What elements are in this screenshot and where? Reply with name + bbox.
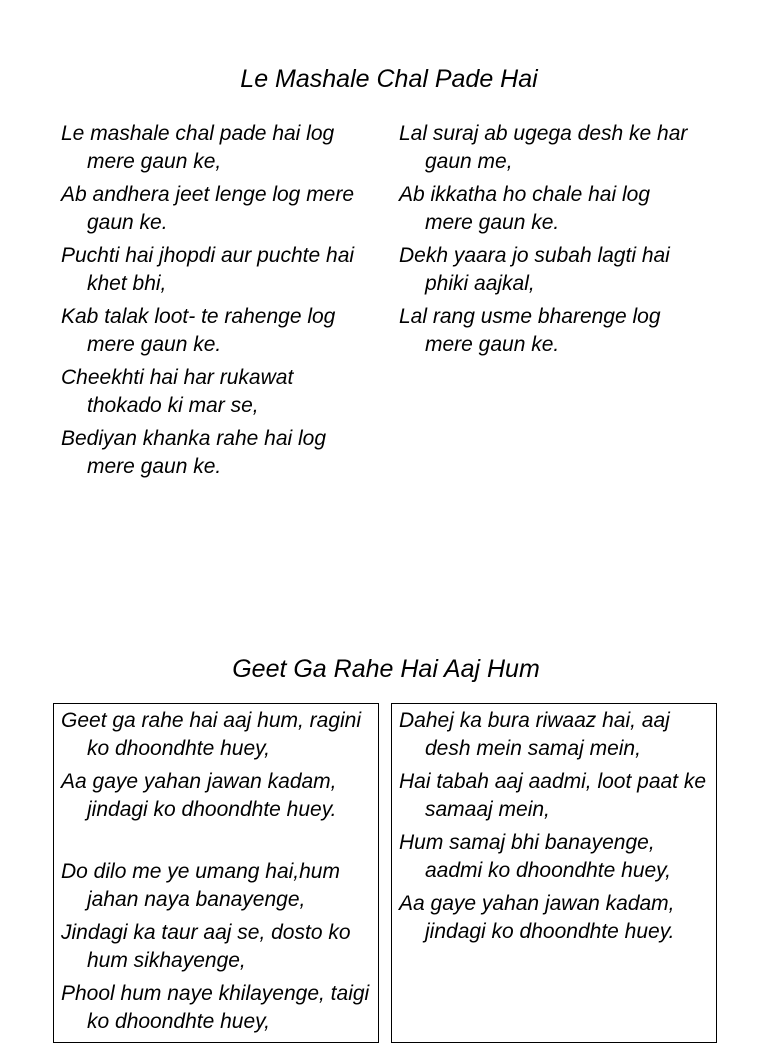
verse-line: Le mashale chal pade hai log mere gaun ke, <box>61 122 335 173</box>
verse-line: Hum samaj bhi banayenge, aadmi ko dhoondhte huey, <box>399 831 671 882</box>
verse-line: Ab andhera jeet lenge log mere gaun ke. <box>61 183 355 234</box>
verse-line: Ab ikkatha ho chale hai log mere gaun ke. <box>399 183 651 234</box>
verse-line: Hai tabah aaj aadmi, loot paat ke samaaj mein, <box>399 770 707 821</box>
verse-line: Kab talak loot- te rahenge log mere gaun ke. <box>61 305 336 356</box>
song-title-2: Geet Ga Rahe Hai Aaj Hum <box>232 655 540 683</box>
song-title-1: Le Mashale Chal Pade Hai <box>240 65 538 93</box>
verse-line: Phool hum naye khilayenge, taigi ko dhoondhte huey, <box>61 982 370 1033</box>
verse-line: Aa gaye yahan jawan kadam, jindagi ko dhoondhte huey. <box>399 892 675 943</box>
stanza-gap <box>61 829 379 858</box>
verse-line: Dekh yaara jo subah lagti hai phiki aajkal, <box>399 244 670 295</box>
verse-line: Bediyan khanka rahe hai log mere gaun ke. <box>61 427 327 478</box>
verse-line: Cheekhti hai har rukawat thokado ki mar se, <box>61 366 294 417</box>
song-1-left-column <box>61 120 373 486</box>
verse-line: Puchti hai jhopdi aur puchte hai khet bhi, <box>61 244 355 295</box>
verse-line: Dahej ka bura riwaaz hai, aaj desh mein samaj mein, <box>399 709 670 760</box>
verse-line: Aa gaye yahan jawan kadam, jindagi ko dhoondhte huey. <box>61 770 337 821</box>
verse-line: Lal rang usme bharenge log mere gaun ke. <box>399 305 661 356</box>
song-2-left-column <box>61 707 379 1041</box>
verse-line: Jindagi ka taur aaj se, dosto ko hum sikhayenge, <box>61 921 351 972</box>
song-1-right-column <box>399 120 699 364</box>
song-2-right-column <box>399 707 715 951</box>
verse-line: Lal suraj ab ugega desh ke har gaun me, <box>399 122 688 173</box>
verse-line: Do dilo me ye umang hai,hum jahan naya banayenge, <box>61 860 340 911</box>
verse-line: Geet ga rahe hai aaj hum, ragini ko dhoondhte huey, <box>61 709 362 760</box>
